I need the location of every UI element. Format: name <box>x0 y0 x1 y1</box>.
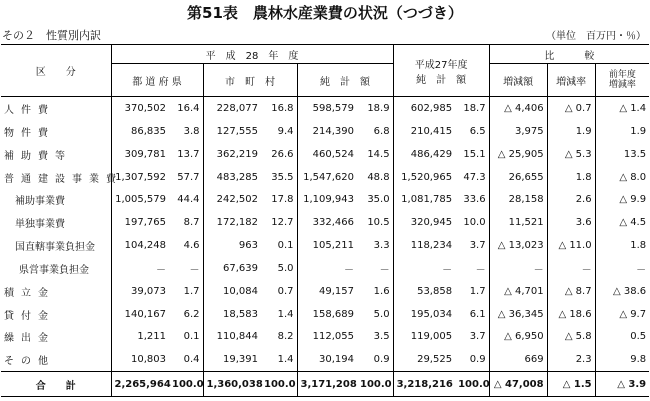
cell-value: 104,248 <box>124 240 166 252</box>
header-zougenritsu: 増減率 <box>547 64 595 97</box>
cell-value: － <box>442 264 453 276</box>
table-row <box>1 97 649 121</box>
header-junkei: 純 計 額 <box>297 64 393 97</box>
cell-value: 47.3 <box>455 166 489 189</box>
cell-value: 14.5 <box>357 143 393 166</box>
cell-value: 110,844 <box>216 331 258 343</box>
cell-value: 18.9 <box>357 97 393 121</box>
cell-value: 210,415 <box>410 126 453 137</box>
cell-value: 1,307,592 <box>115 171 166 183</box>
row-label: 補助事業費 <box>1 189 111 212</box>
cell-value: 127,555 <box>216 126 258 137</box>
cell-value: 6.1 <box>455 303 489 326</box>
cell-value: △ 8.7 <box>547 280 595 303</box>
cell-value: △ 13,023 <box>489 234 547 257</box>
cell-value: 112,055 <box>312 331 354 343</box>
cell-value: 13.5 <box>623 148 647 160</box>
cell-value: 19,391 <box>223 354 258 366</box>
table-title: 第51表 農林水産業費の状況（つづき） <box>187 4 463 22</box>
row-label: 人件費 <box>1 97 111 121</box>
table-row <box>1 257 649 280</box>
cell-value: 1.8 <box>547 166 595 189</box>
cell-value: △ 11.0 <box>547 234 595 257</box>
row-label: 貸付金 <box>1 303 111 326</box>
cell-value: 16.4 <box>169 97 203 121</box>
cell-value: 100.0 <box>455 372 489 397</box>
cell-value: 669 <box>489 348 547 372</box>
cell-value: 44.4 <box>169 189 203 212</box>
cell-value: 1,005,579 <box>115 194 166 206</box>
cell-value: 5.0 <box>261 257 297 280</box>
table-row <box>1 280 649 303</box>
cell-value: 214,390 <box>312 126 354 137</box>
row-label: 県営事業負担金 <box>1 257 111 280</box>
row-label: 補助費等 <box>1 143 111 166</box>
cell-value: 370,502 <box>124 103 166 115</box>
cell-value: 309,781 <box>124 148 166 160</box>
cell-value: 49,157 <box>319 285 354 297</box>
cell-value: 8.2 <box>261 326 297 349</box>
cell-value: △ 1.5 <box>547 372 595 397</box>
cell-value: 0.1 <box>261 234 297 257</box>
cell-value: － <box>156 264 166 276</box>
cell-value: 486,429 <box>410 148 453 160</box>
cell-value: 3.7 <box>455 234 489 257</box>
cell-value: 460,524 <box>312 148 354 160</box>
cell-value: 6.5 <box>455 120 489 143</box>
header-kubun: 区 分 <box>1 45 111 97</box>
cell-value: 100.0 <box>261 372 297 397</box>
cell-value: 158,689 <box>312 308 354 320</box>
cell-value: 5.0 <box>357 303 393 326</box>
cell-value: △ 25,905 <box>489 143 547 166</box>
cell-value: 1,547,620 <box>303 171 354 183</box>
cell-value: △ 6,950 <box>489 326 547 349</box>
table-body <box>1 97 649 397</box>
cell-value: 30,194 <box>319 354 354 366</box>
cell-value: 16.8 <box>261 97 297 121</box>
cell-value: 0.1 <box>169 326 203 349</box>
cell-value: 18.7 <box>455 97 489 121</box>
cell-value: △ 4.5 <box>619 217 647 229</box>
cell-value: 1,360,038 <box>203 372 261 397</box>
cell-value: 2,265,964 <box>111 372 169 397</box>
cell-value: 242,502 <box>216 194 258 206</box>
cell-value: 100.0 <box>169 372 203 397</box>
cell-value: 12.7 <box>261 211 297 234</box>
table-row <box>1 143 649 166</box>
cell-value: 11,521 <box>489 211 547 234</box>
header-zennendo <box>595 64 649 97</box>
cell-value: 17.8 <box>261 189 297 212</box>
header-h27-line2: 純 計 額 <box>416 74 467 86</box>
cell-value: 9.8 <box>630 354 647 366</box>
cell-value: 332,466 <box>312 217 354 229</box>
cell-value: 598,579 <box>312 103 354 115</box>
cell-value: 3.5 <box>357 326 393 349</box>
expenditure-table <box>1 44 649 397</box>
cell-value: 1,520,965 <box>401 171 453 183</box>
cell-value: 3.6 <box>547 211 595 234</box>
cell-value: 33.6 <box>455 189 489 212</box>
cell-value: 3,171,208 <box>297 372 357 397</box>
cell-value: 1.4 <box>261 348 297 372</box>
cell-value: 86,835 <box>131 126 166 137</box>
row-label: 合 計 <box>1 372 111 397</box>
table-row <box>1 303 649 326</box>
row-label: 普通建設事業費 <box>1 166 111 189</box>
cell-value: 10,803 <box>131 354 166 366</box>
cell-value: 1,211 <box>137 331 166 343</box>
cell-value: 9.4 <box>261 120 297 143</box>
cell-value: 1.4 <box>261 303 297 326</box>
header-h28: 平 成 28 年 度 <box>111 45 393 64</box>
cell-value: 140,167 <box>124 308 166 320</box>
cell-value: 35.0 <box>357 189 393 212</box>
cell-value: 28,158 <box>489 189 547 212</box>
row-label: 積立金 <box>1 280 111 303</box>
cell-value: △ 9.7 <box>619 308 647 320</box>
cell-value: 3.7 <box>455 326 489 349</box>
cell-value: 228,077 <box>216 103 258 115</box>
row-label: その他 <box>1 348 111 372</box>
cell-value: △ 5.8 <box>547 326 595 349</box>
header-h27-line1: 平成27年度 <box>414 59 468 71</box>
cell-value: 118,234 <box>410 240 453 252</box>
cell-value: 100.0 <box>357 372 393 397</box>
cell-value: 1.7 <box>455 280 489 303</box>
header-zougen: 増減額 <box>489 64 547 97</box>
cell-value: 26.6 <box>261 143 297 166</box>
cell-value: 0.5 <box>630 331 647 343</box>
cell-value: 320,945 <box>410 217 453 229</box>
cell-value: 67,639 <box>223 262 258 274</box>
cell-value: 8.7 <box>169 211 203 234</box>
unit-note: （単位 百万円・％） <box>546 31 646 42</box>
cell-value: 48.8 <box>357 166 393 189</box>
cell-value: 0.4 <box>169 348 203 372</box>
cell-value: △ 4,406 <box>489 97 547 121</box>
cell-value: △ 0.7 <box>547 97 595 121</box>
table-row <box>1 326 649 349</box>
cell-value: － <box>636 264 647 276</box>
cell-value: 963 <box>238 240 258 252</box>
total-row <box>1 372 649 397</box>
cell-value: 483,285 <box>216 171 258 183</box>
cell-value: 1.7 <box>169 280 203 303</box>
cell-value: 15.1 <box>455 143 489 166</box>
cell-value: 1.9 <box>547 120 595 143</box>
table-row <box>1 166 649 189</box>
cell-value: 39,073 <box>131 285 166 297</box>
cell-value: 3.8 <box>169 120 203 143</box>
cell-value: △ 47,008 <box>489 372 547 397</box>
cell-value: 602,985 <box>410 103 453 115</box>
cell-value: 2.3 <box>547 348 595 372</box>
table-row <box>1 120 649 143</box>
cell-value: － <box>455 257 489 280</box>
cell-value: △ 18.6 <box>547 303 595 326</box>
cell-value: 13.7 <box>169 143 203 166</box>
cell-value: 1.8 <box>630 240 647 252</box>
cell-value: △ 9.9 <box>619 194 647 206</box>
cell-value: 10.5 <box>357 211 393 234</box>
header-todofuken: 都 道 府 県 <box>111 64 203 97</box>
cell-value: 6.8 <box>357 120 393 143</box>
cell-value: 0.7 <box>261 280 297 303</box>
cell-value: 119,005 <box>410 331 453 343</box>
cell-value: 26,655 <box>489 166 547 189</box>
cell-value: 10.0 <box>455 211 489 234</box>
cell-value: 0.9 <box>357 348 393 372</box>
cell-value: 362,219 <box>216 148 258 160</box>
header-zennendo-line2: 増減率 <box>608 80 636 90</box>
cell-value: 105,211 <box>312 240 354 252</box>
cell-value: 1,081,785 <box>401 194 453 206</box>
table-row <box>1 211 649 234</box>
cell-value: － <box>357 257 393 280</box>
header-zennendo-line1: 前年度 <box>608 70 636 80</box>
cell-value: 10,084 <box>223 285 258 297</box>
header-hikaku: 比 較 <box>489 45 649 64</box>
cell-value: 1.9 <box>630 126 647 137</box>
cell-value: 1.6 <box>357 280 393 303</box>
cell-value: 3.3 <box>357 234 393 257</box>
cell-value: 18,583 <box>223 308 258 320</box>
cell-value: △ 4,701 <box>489 280 547 303</box>
row-label: 国直轄事業負担金 <box>1 234 111 257</box>
row-label: 繰出金 <box>1 326 111 349</box>
cell-value: 4.6 <box>169 234 203 257</box>
row-label: 物件費 <box>1 120 111 143</box>
cell-value: △ 8.0 <box>619 171 647 183</box>
cell-value: 3,218,216 <box>393 372 455 397</box>
cell-value: 197,765 <box>124 217 166 229</box>
header-shichoson: 市 町 村 <box>203 64 297 97</box>
cell-value: 53,858 <box>417 285 453 297</box>
table-row <box>1 189 649 212</box>
cell-value: △ 5.3 <box>547 143 595 166</box>
table-row <box>1 348 649 372</box>
cell-value: △ 36,345 <box>489 303 547 326</box>
cell-value: 1,109,943 <box>303 194 354 206</box>
cell-value: 35.5 <box>261 166 297 189</box>
cell-value: △ 3.9 <box>595 372 649 397</box>
cell-value: 0.9 <box>455 348 489 372</box>
cell-value: － <box>489 257 547 280</box>
row-label: 単独事業費 <box>1 211 111 234</box>
cell-value: 57.7 <box>169 166 203 189</box>
header-h27 <box>393 45 489 97</box>
cell-value: － <box>344 264 354 276</box>
cell-value: △ 1.4 <box>619 103 647 115</box>
cell-value: － <box>547 257 595 280</box>
table-row <box>1 234 649 257</box>
cell-value: 6.2 <box>169 303 203 326</box>
cell-value: － <box>169 257 203 280</box>
table-subtitle: その２ 性質別内訳 <box>2 29 101 42</box>
cell-value: 195,034 <box>410 308 453 320</box>
cell-value: 29,525 <box>417 354 453 366</box>
cell-value: 2.6 <box>547 189 595 212</box>
cell-value: 3,975 <box>489 120 547 143</box>
cell-value: △ 38.6 <box>612 285 647 297</box>
cell-value: 172,182 <box>216 217 258 229</box>
